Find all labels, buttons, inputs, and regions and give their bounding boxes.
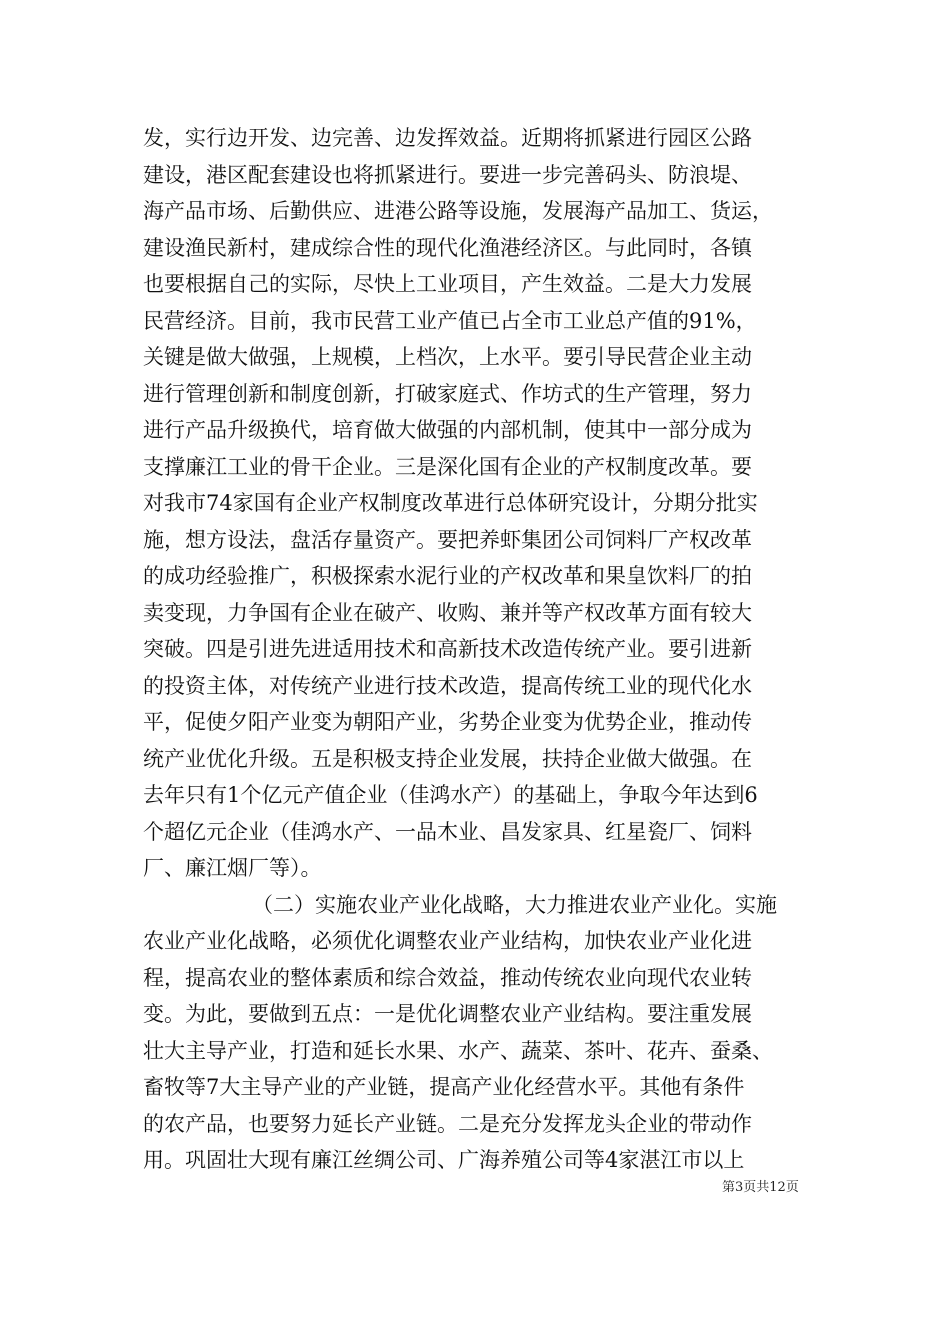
text-line: 平，促使夕阳产业变为朝阳产业，劣势企业变为优势企业，推动传 [143, 710, 752, 734]
text-line: 变。为此，要做到五点：一是优化调整农业产业结构。要注重发展 [143, 1002, 752, 1026]
text-line: 统产业优化升级。五是积极支持企业发展，扶持企业做大做强。在 [143, 746, 752, 771]
body-text [143, 120, 828, 1179]
text-line: 壮大主导产业，打造和延长水果、水产、蔬菜、茶叶、花卉、蚕桑、 [143, 1038, 773, 1063]
text-line: 民营经济。目前，我市民营工业产值已占全市工业总产值的91%， [143, 308, 757, 333]
text-line: 海产品市场、后勤供应、进港公路等设施，发展海产品加工、货运， [143, 199, 773, 223]
text-line: 突破。四是引进先进适用技术和高新技术改造传统产业。要引进新 [143, 637, 752, 661]
text-line: 畜牧等7大主导产业的产业链，提高产业化经营水平。其他有条件 [143, 1075, 745, 1099]
text-line: 对我市74家国有企业产权制度改革进行总体研究设计，分期分批实 [143, 491, 758, 515]
text-line: 个超亿元企业（佳鸿水产、一品木业、昌发家具、红星瓷厂、饲料 [143, 819, 752, 844]
text-line: 农业产业化战略，必须优化调整农业产业结构，加快农业产业化进 [143, 929, 752, 953]
text-line: 建设渔民新村，建成综合性的现代化渔港经济区。与此同时，各镇 [143, 235, 752, 260]
text-line: 卖变现，力争国有企业在破产、收购、兼并等产权改革方面有较大 [143, 600, 752, 625]
text-line: 建设，港区配套建设也将抓紧进行。要进一步完善码头、防浪堤、 [143, 162, 752, 187]
text-line: 关键是做大做强，上规模，上档次，上水平。要引导民营企业主动 [143, 345, 752, 369]
text-line: 发，实行边开发、边完善、边发挥效益。近期将抓紧进行园区公路 [143, 126, 752, 150]
page-number-footer: 第3页共12页 [722, 1180, 799, 1195]
text-line: 去年只有1个亿元产值企业（佳鸿水产）的基础上，争取今年达到6 [143, 783, 758, 807]
text-line: 施，想方设法，盘活存量资产。要把养虾集团公司饲料厂产权改革 [143, 527, 752, 552]
text-line: 支撑廉江工业的骨干企业。三是深化国有企业的产权制度改革。要 [143, 454, 752, 479]
text-line: 的农产品，也要努力延长产业链。二是充分发挥龙头企业的带动作 [143, 1111, 752, 1136]
text-line: 用。巩固壮大现有廉江丝绸公司、广海养殖公司等4家湛江市以上 [143, 1148, 745, 1172]
text-line: 的成功经验推广，积极探索水泥行业的产权改革和果皇饮料厂的拍 [143, 564, 752, 588]
text-line: 进行管理创新和制度创新，打破家庭式、作坊式的生产管理，努力 [143, 381, 752, 406]
section-heading-line: （二）实施农业产业化战略，大力推进农业产业化。实施 [252, 892, 777, 917]
text-line: 进行产品升级换代，培育做大做强的内部机制，使其中一部分成为 [143, 418, 752, 442]
text-line: 的投资主体，对传统产业进行技术改造，提高传统工业的现代化水 [143, 673, 752, 698]
text-line: 也要根据自己的实际，尽快上工业项目，产生效益。二是大力发展 [143, 272, 752, 296]
text-line: 厂、廉江烟厂等）。 [143, 856, 322, 880]
text-line: 程，提高农业的整体素质和综合效益，推动传统农业向现代农业转 [143, 965, 752, 990]
